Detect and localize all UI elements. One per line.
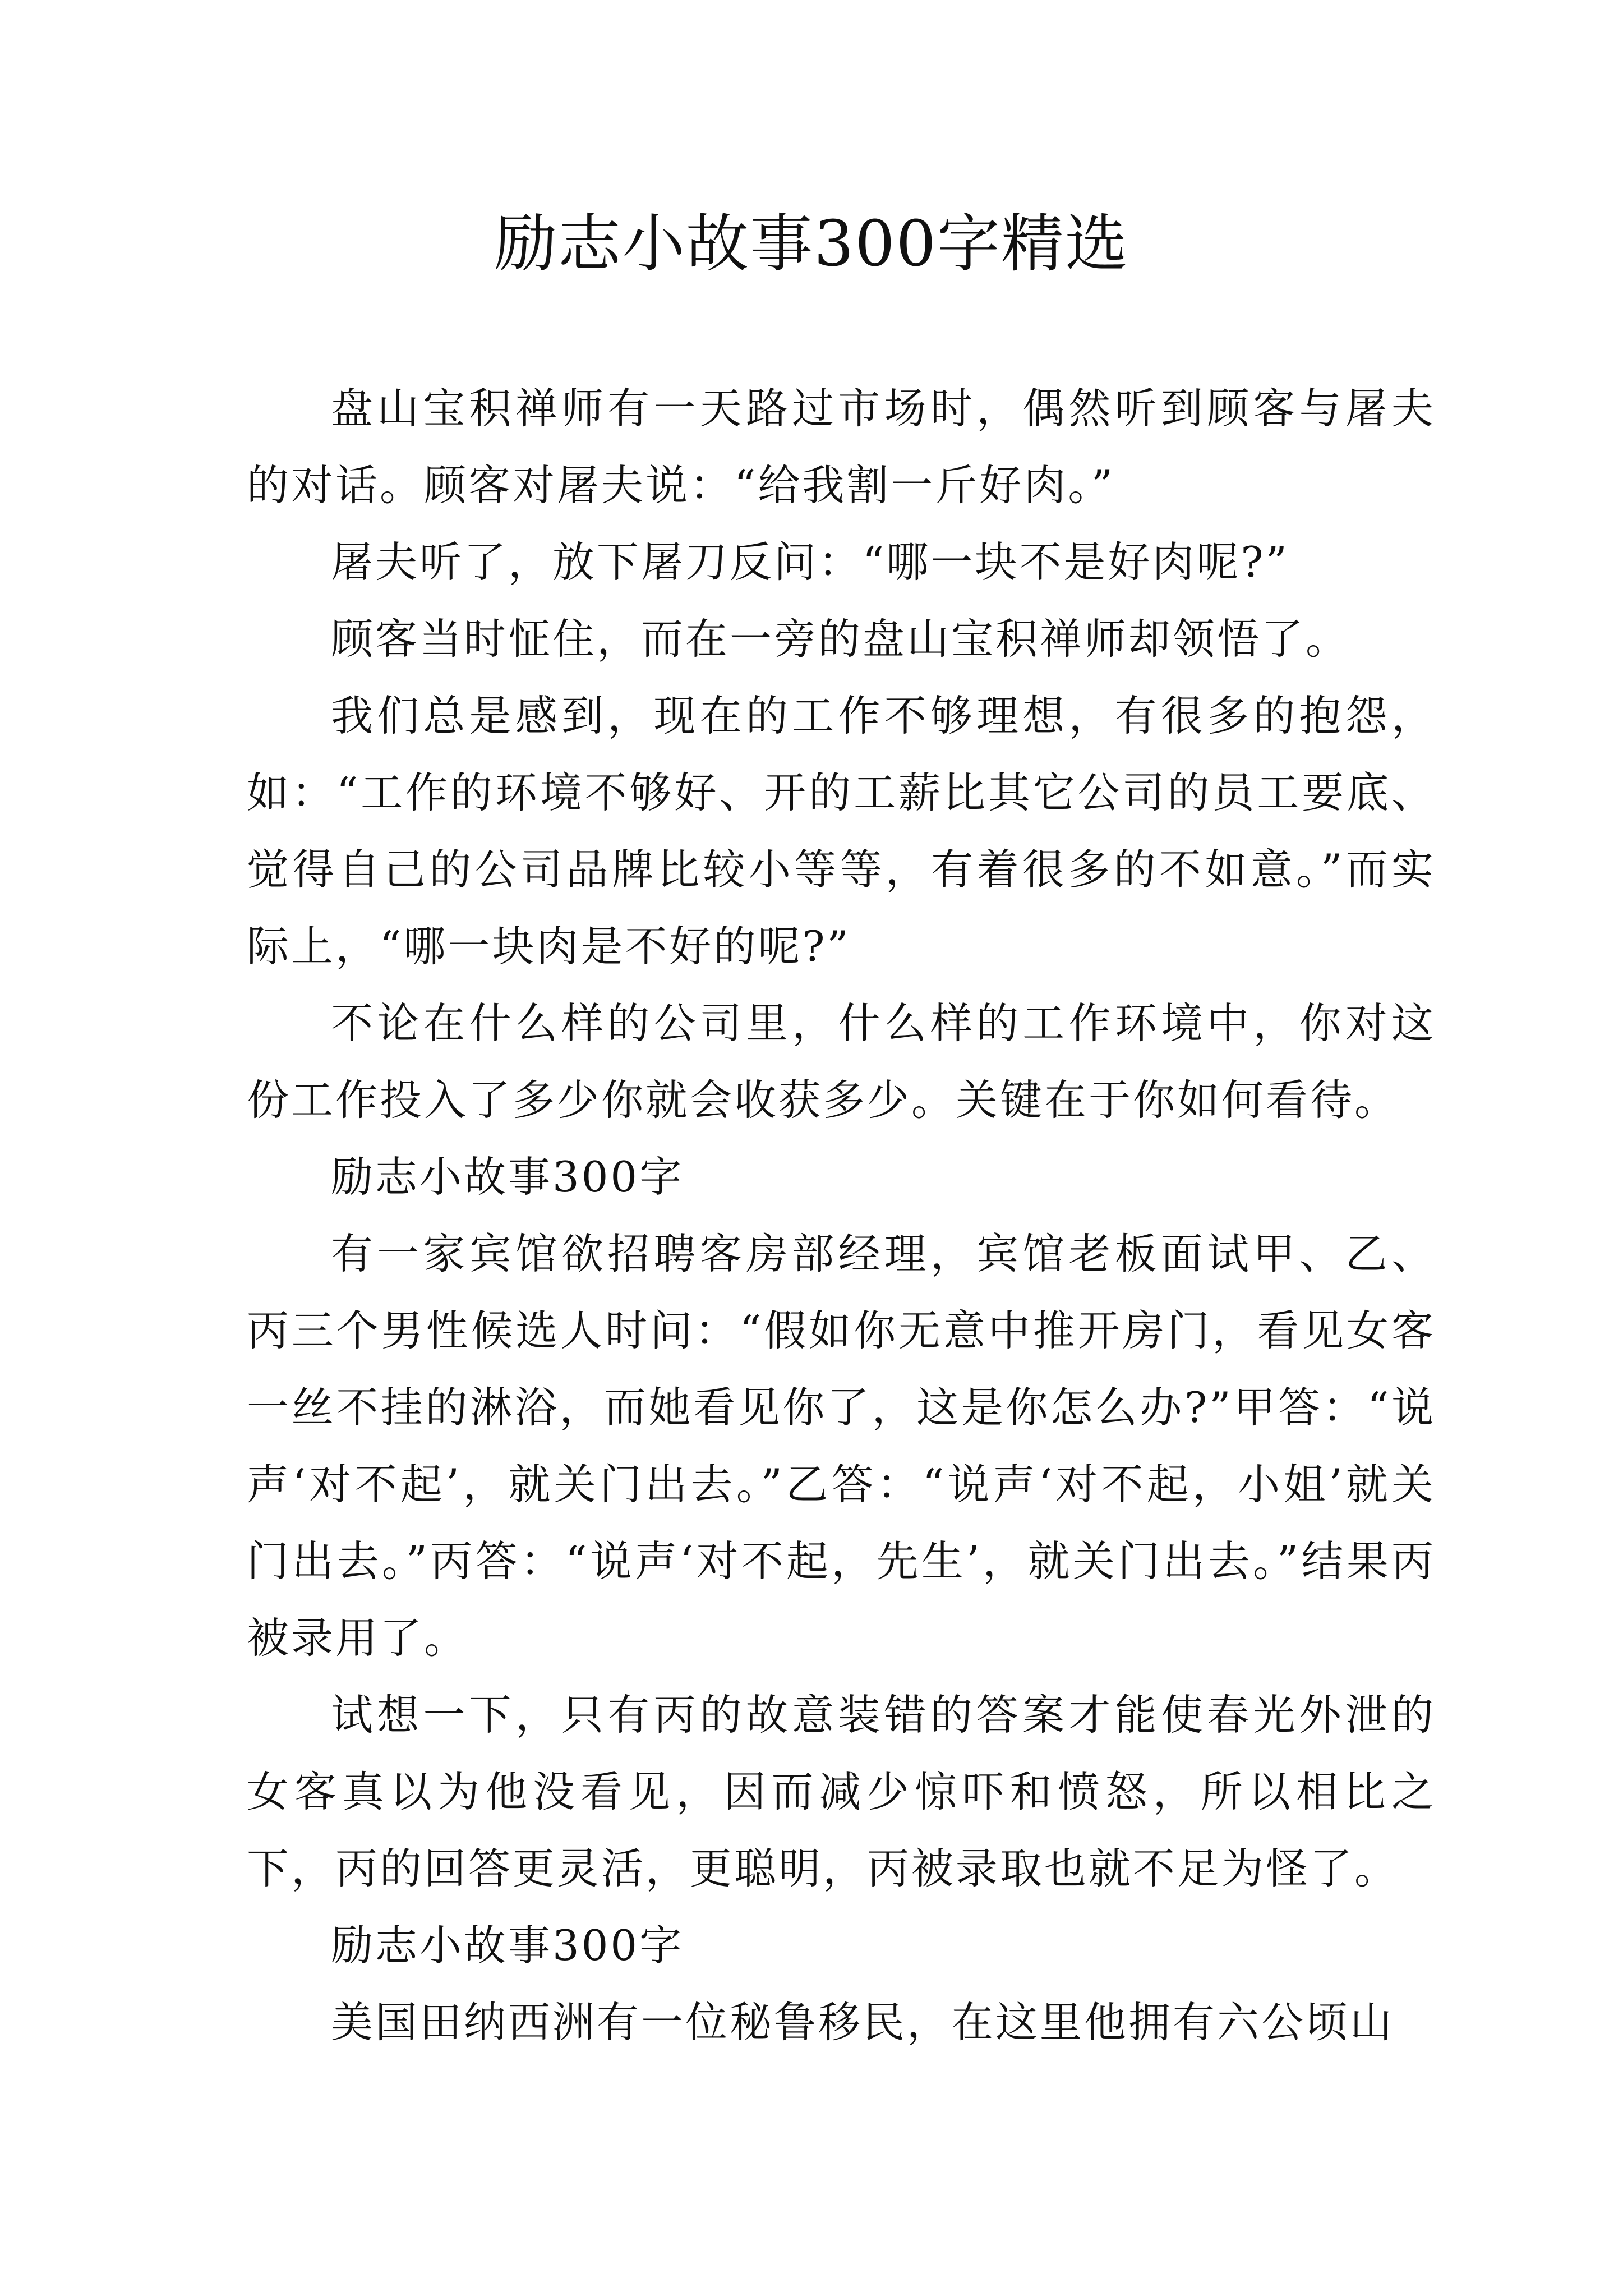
- document-title: 励志小故事300字精选: [494, 208, 1129, 280]
- section-heading-2: 励志小故事300字: [331, 1921, 684, 1970]
- paragraph-3: 顾客当时怔住，而在一旁的盘山宝积禅师却领悟了。: [331, 614, 1350, 664]
- paragraph-6: 有一家宾馆欲招聘客房部经理，宾馆老板面试甲、乙、丙三个男性候选人时问：“假如你无意中推开房门，看见女客一丝不挂的淋浴，而她看见你了，这是你怎么办?”甲答：“说声‘对不起’，就关门出去。”乙答：“说声‘对不起，小姐’就关门出去。”丙答：“说声‘对不起，先生’，就关门出去。”结果丙被录用了。: [247, 1229, 1436, 1663]
- paragraph-8: 美国田纳西洲有一位秘鲁移民，在这里他拥有六公顷山: [331, 1998, 1395, 2047]
- paragraph-2: 屠夫听了，放下屠刀反问：“哪一块不是好肉呢?”: [331, 537, 1289, 587]
- section-heading-1: 励志小故事300字: [331, 1152, 684, 1202]
- paragraph-7: 试想一下，只有丙的故意装错的答案才能使春光外泄的女客真以为他没看见，因而减少惊吓和愤怒，所以相比之下，丙的回答更灵活，更聪明，丙被录取也就不足为怪了。: [247, 1690, 1436, 1893]
- paragraph-1: 盘山宝积禅师有一天路过市场时，偶然听到顾客与屠夫的对话。顾客对屠夫说：“给我割一斤好肉。”: [247, 384, 1436, 510]
- document-body: [247, 370, 1436, 2061]
- paragraph-4: 我们总是感到，现在的工作不够理想，有很多的抱怨，如：“工作的环境不够好、开的工薪比其它公司的员工要底、觉得自己的公司品牌比较小等等，有着很多的不如意。”而实际上，“哪一块肉是不好的呢?”: [247, 691, 1436, 971]
- paragraph-5: 不论在什么样的公司里，什么样的工作环境中，你对这份工作投入了多少你就会收获多少。关键在于你如何看待。: [247, 999, 1436, 1125]
